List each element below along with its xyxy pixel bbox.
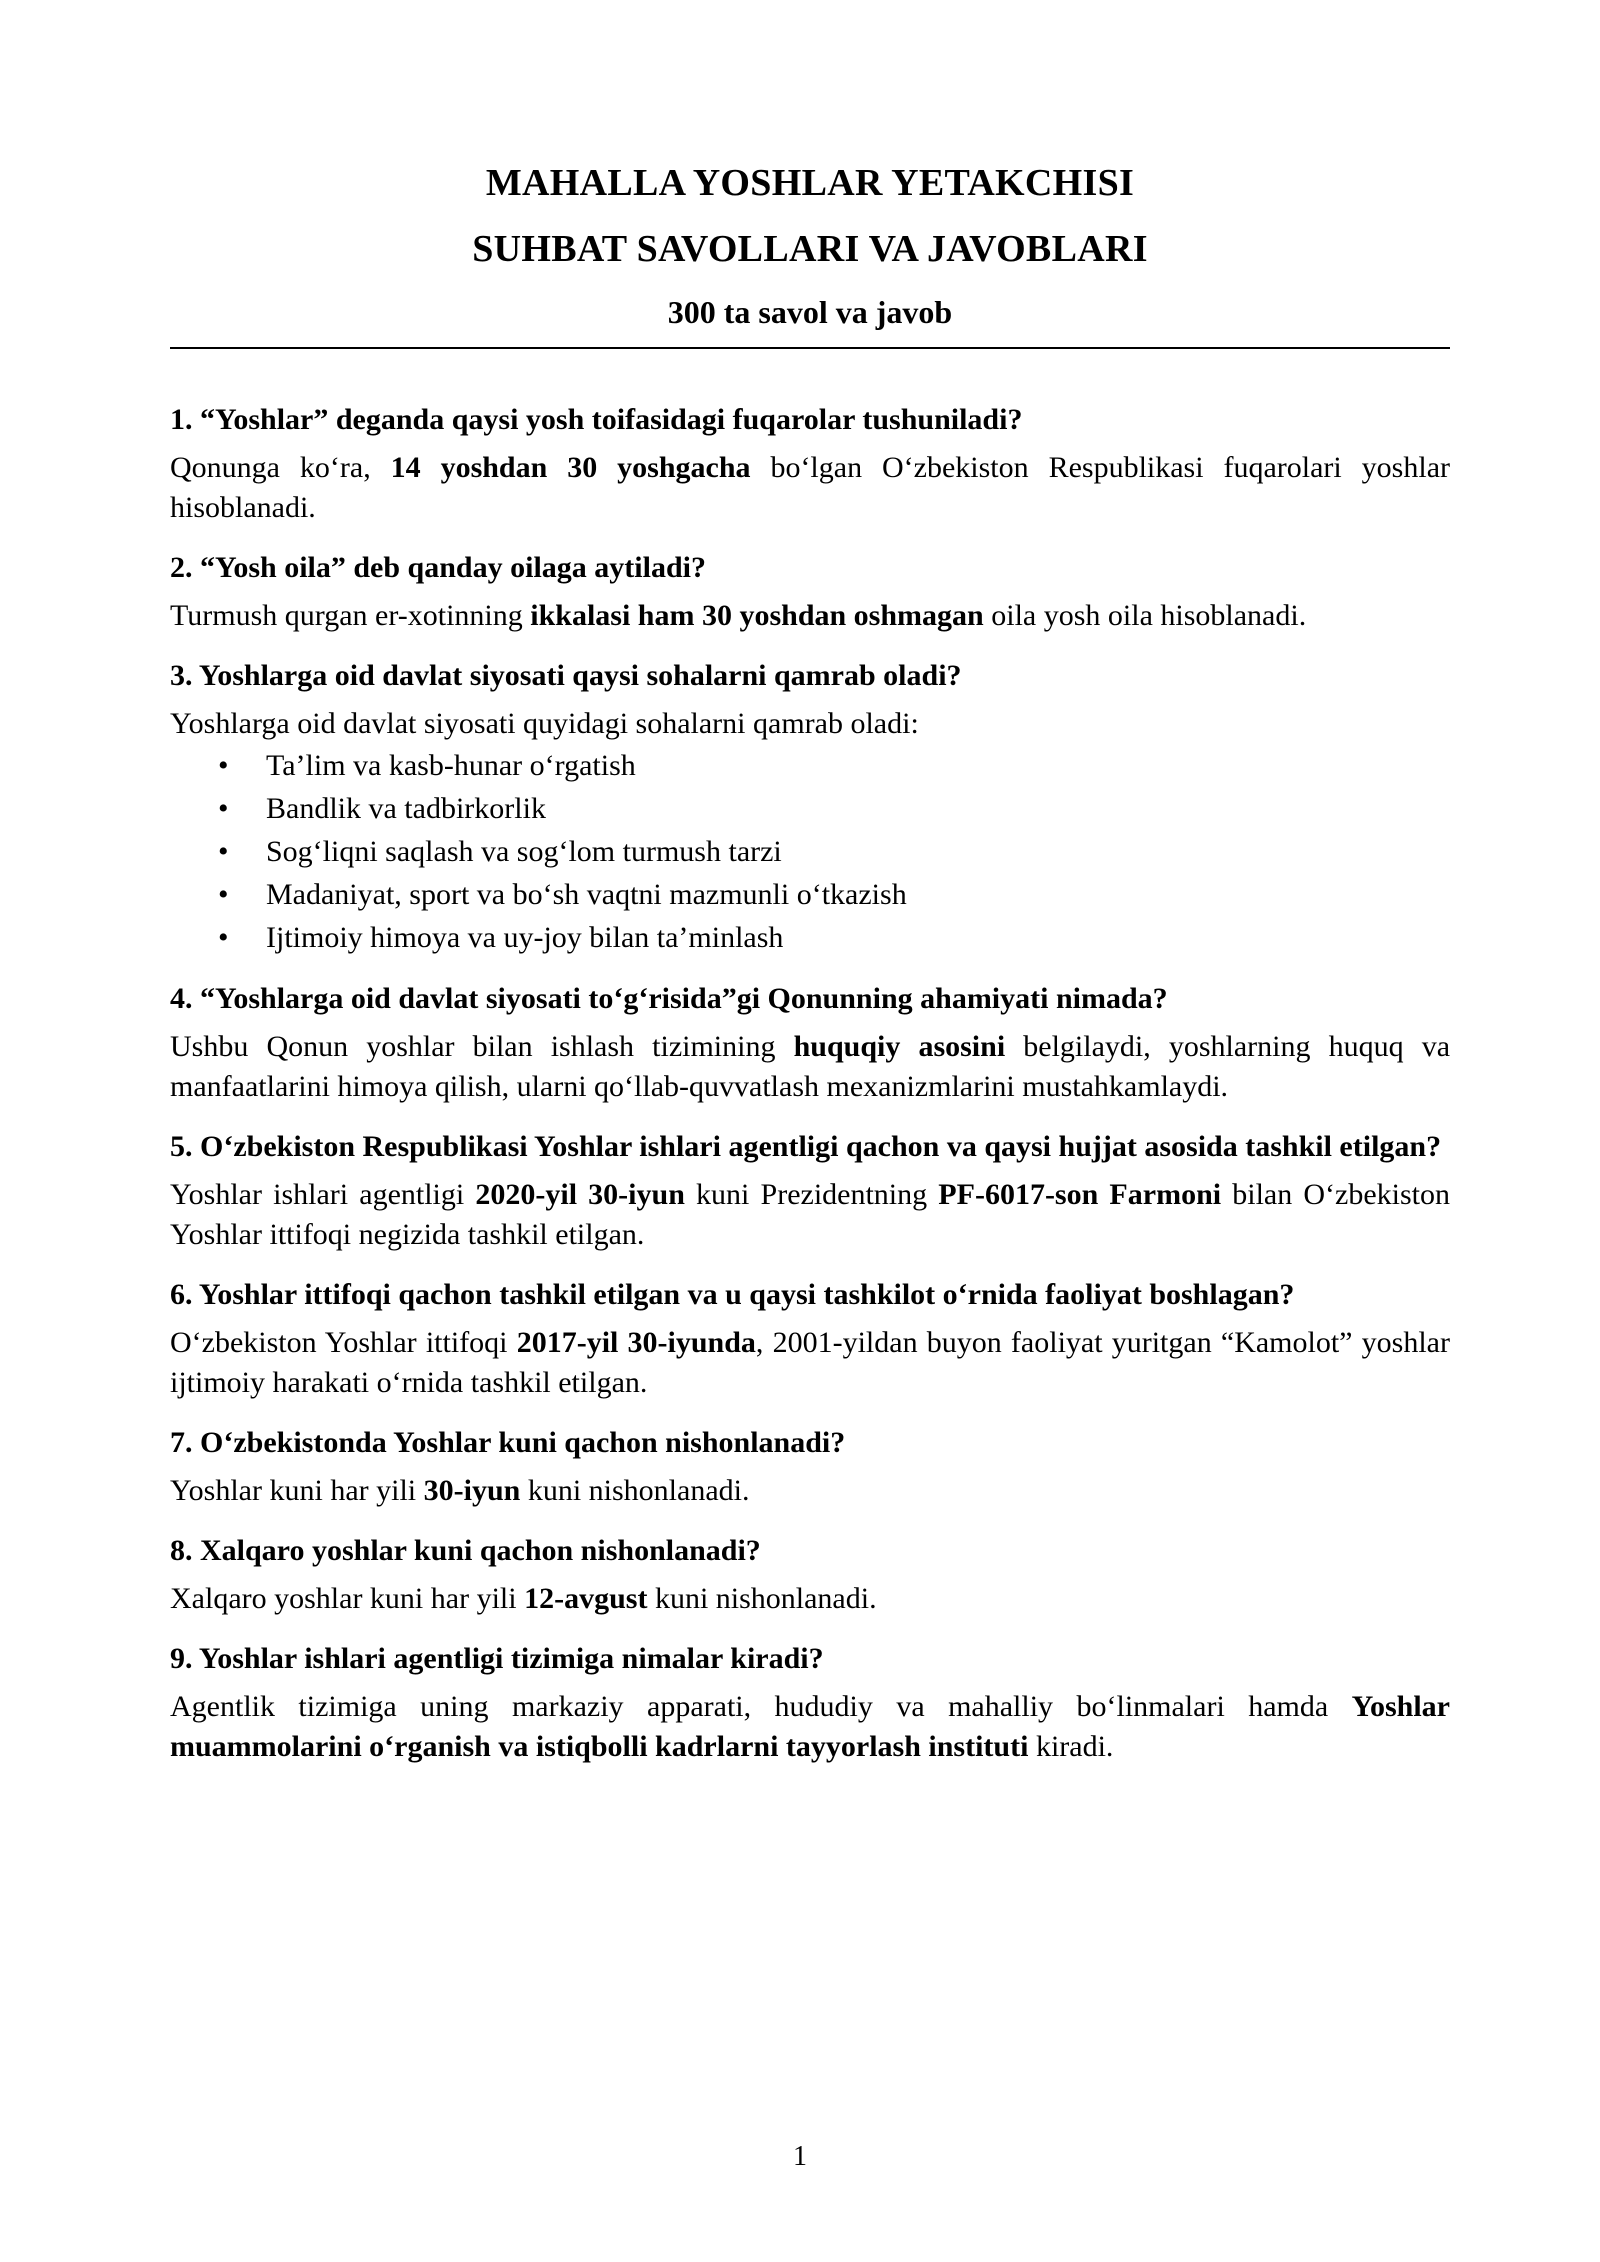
question-6: 6. Yoshlar ittifoqi qachon tashkil etilgan va u qaysi tashkilot o‘rnida faoliyat boshlagan? [170, 1278, 1295, 1311]
answer-8 [170, 1579, 1450, 1619]
answer-4-highlight: huquqiy asosini [793, 1030, 1006, 1063]
qa-item-4 [170, 979, 1450, 1107]
answer-9-text-before: Agentlik tizimiga uning markaziy apparati, hududiy va mahalliy bo‘linmalari hamda [170, 1690, 1352, 1723]
bullet-item [170, 916, 1450, 959]
question-2: 2. “Yosh oila” deb qanday oilaga aytiladi? [170, 551, 706, 584]
bullet-item-text: Ijtimoiy himoya va uy-joy bilan ta’minlash [266, 921, 784, 954]
bullet-icon: • [218, 749, 229, 782]
bullet-icon: • [218, 792, 229, 825]
answer-5-text-before: Yoshlar ishlari agentligi [170, 1178, 476, 1211]
bullet-item-text: Sog‘liqni saqlash va sog‘lom turmush tarzi [266, 835, 782, 868]
bullet-item-text: Madaniyat, sport va bo‘sh vaqtni mazmunli o‘tkazish [266, 878, 907, 911]
qa-item-8 [170, 1531, 1450, 1619]
question-5: 5. O‘zbekiston Respublikasi Yoshlar ishlari agentligi qachon va qaysi hujjat asosida tashkil etilgan? [170, 1130, 1442, 1163]
page-number: 1 [793, 2141, 807, 2172]
answer-5-highlight-date: 2020-yil 30-iyun [475, 1178, 685, 1211]
answer-2 [170, 596, 1450, 636]
answer-3-intro: Yoshlarga oid davlat siyosati quyidagi sohalarni qamrab oladi: [170, 707, 919, 740]
answer-8-text-after: kuni nishonlanadi. [647, 1582, 877, 1615]
answer-2-text-before: Turmush qurgan er-xotinning [170, 599, 531, 632]
answer-4-text-after: belgilaydi, yoshlarning huquq va manfaatlarini himoya qilish, ularni qo‘llab-quvvatlash mexanizmlarini mustahkamlaydi. [170, 1030, 1451, 1103]
question-8: 8. Xalqaro yoshlar kuni qachon nishonlanadi? [170, 1534, 761, 1567]
bullet-icon: • [218, 835, 229, 868]
answer-7-text-after: kuni nishonlanadi. [520, 1474, 750, 1507]
answer-2-text-after: oila yosh oila hisoblanadi. [983, 599, 1307, 632]
document-title-line-1: MAHALLA YOSHLAR YETAKCHISI [485, 162, 1135, 204]
question-1: 1. “Yoshlar” deganda qaysi yosh toifasidagi fuqarolar tushuniladi? [170, 403, 1023, 436]
header-divider [170, 347, 1450, 349]
answer-6 [170, 1323, 1450, 1403]
answer-1-text-before: Qonunga ko‘ra, [170, 451, 391, 484]
answer-5-highlight-decree: PF-6017-son Farmoni [938, 1178, 1222, 1211]
answer-8-text-before: Xalqaro yoshlar kuni har yili [170, 1582, 525, 1615]
answer-7-highlight: 30-iyun [423, 1474, 521, 1507]
bullet-icon: • [218, 921, 229, 954]
question-7: 7. O‘zbekistonda Yoshlar kuni qachon nishonlanadi? [170, 1426, 846, 1459]
bullet-item [170, 787, 1450, 830]
answer-7 [170, 1471, 1450, 1511]
qa-list [170, 400, 1450, 1787]
answer-8-highlight: 12-avgust [524, 1582, 648, 1615]
answer-1-text-after: bo‘lgan O‘zbekiston Respublikasi fuqarolari yoshlar hisoblanadi. [170, 451, 1451, 524]
bullet-icon: • [218, 878, 229, 911]
answer-6-text-after: , 2001-yildan buyon faoliyat yuritgan “Kamolot” yoshlar ijtimoiy harakati o‘rnida tashkil etilgan. [170, 1326, 1450, 1399]
answer-9-highlight: Yoshlar muammolarini o‘rganish va istiqbolli kadrlarni tayyorlash instituti [170, 1690, 1450, 1763]
qa-item-1 [170, 400, 1450, 528]
answer-4 [170, 1027, 1450, 1107]
bullet-item-text: Ta’lim va kasb-hunar o‘rgatish [266, 749, 636, 782]
bullet-item [170, 873, 1450, 916]
qa-item-7 [170, 1423, 1450, 1511]
question-9: 9. Yoshlar ishlari agentligi tizimiga nimalar kiradi? [170, 1642, 824, 1675]
answer-7-text-before: Yoshlar kuni har yili [170, 1474, 424, 1507]
answer-4-text-before: Ushbu Qonun yoshlar bilan ishlash tizimining [170, 1030, 794, 1063]
bullet-item [170, 744, 1450, 787]
bullet-item-text: Bandlik va tadbirkorlik [266, 792, 546, 825]
document-header [170, 150, 1450, 332]
answer-1-highlight: 14 yoshdan 30 yoshgacha [390, 451, 751, 484]
answer-5 [170, 1175, 1450, 1255]
qa-item-3 [170, 656, 1450, 959]
qa-item-5 [170, 1127, 1450, 1255]
answer-6-text-before: O‘zbekiston Yoshlar ittifoqi [170, 1326, 517, 1359]
document-subtitle: 300 ta savol va javob [667, 294, 953, 330]
question-3: 3. Yoshlarga oid davlat siyosati qaysi sohalarni qamrab oladi? [170, 659, 962, 692]
answer-9-text-after: kiradi. [1028, 1730, 1114, 1763]
qa-item-2 [170, 548, 1450, 636]
answer-5-text-middle: kuni Prezidentning [684, 1178, 939, 1211]
bullet-item [170, 830, 1450, 873]
answer-3-bullet-list [170, 744, 1450, 959]
answer-6-highlight: 2017-yil 30-iyunda [516, 1326, 756, 1359]
qa-item-6 [170, 1275, 1450, 1403]
answer-9 [170, 1687, 1450, 1767]
document-title-line-2: SUHBAT SAVOLLARI VA JAVOBLARI [472, 228, 1148, 270]
question-4: 4. “Yoshlarga oid davlat siyosati to‘g‘risida”gi Qonunning ahamiyati nimada? [170, 982, 1168, 1015]
answer-5-text-after: bilan O‘zbekiston Yoshlar ittifoqi negizida tashkil etilgan. [170, 1178, 1451, 1251]
qa-item-9 [170, 1639, 1450, 1767]
answer-1 [170, 448, 1450, 528]
answer-2-highlight: ikkalasi ham 30 yoshdan oshmagan [530, 599, 984, 632]
